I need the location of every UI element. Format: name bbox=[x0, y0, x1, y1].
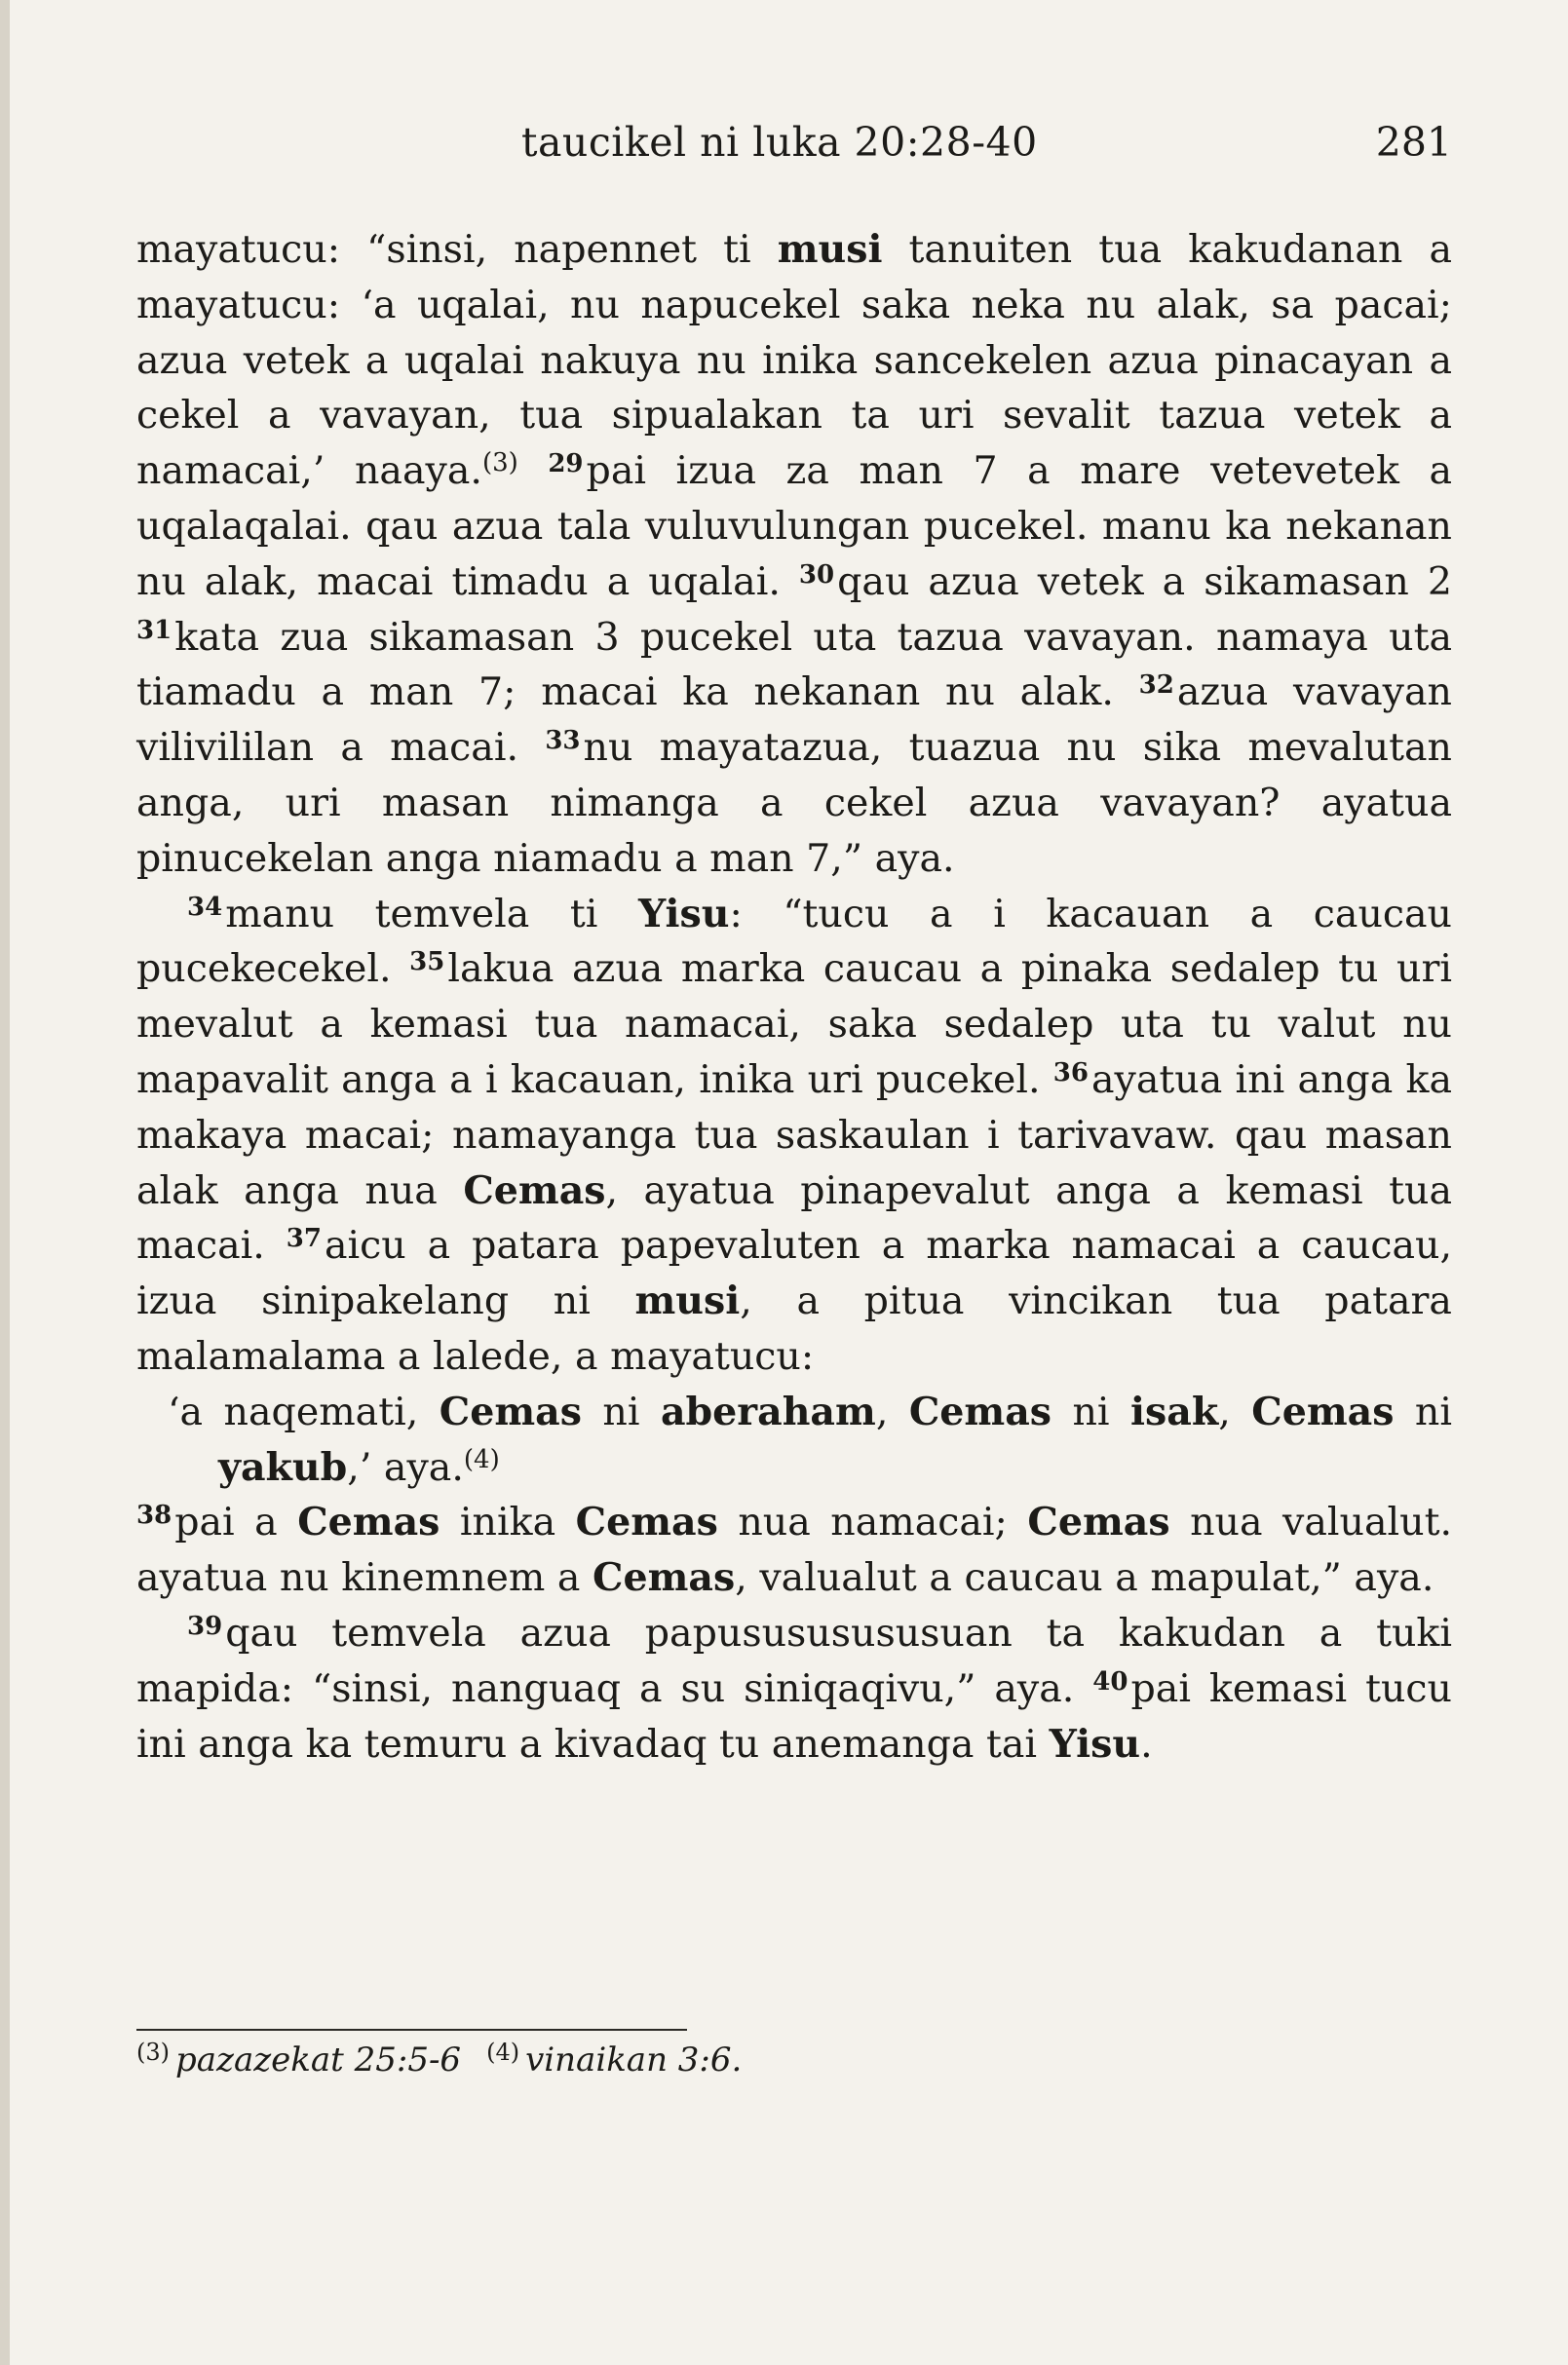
footnotes bbox=[136, 2039, 742, 2079]
footnote-text: vinaikan 3:6. bbox=[525, 2041, 743, 2079]
text-run: lakua azua marka caucau a pinaka sedalep tu uri mevalut a kemasi tua namacai, saka sedalep uta tu valut nu mapavalit anga a i kacauan, inika uri pucekel. bbox=[136, 946, 1452, 1102]
page-number: 281 bbox=[1375, 119, 1452, 166]
text-run: nua valualut. ayatua nu kinemnem a bbox=[136, 1500, 1452, 1601]
verse-number: 32 bbox=[1138, 670, 1174, 701]
bold-term: Cemas bbox=[297, 1500, 440, 1545]
text-run: azua vavayan vilivililan a macai. bbox=[136, 669, 1452, 771]
quotation bbox=[136, 1385, 1452, 1496]
bold-term: musi bbox=[777, 227, 883, 272]
text-run: tanuiten tua kakudanan a mayatucu: ‘a uqalai, nu napucekel saka neka nu alak, sa pacai; azua vetek a uqalai nakuya nu inika sancekelen azua pinacayan a cekel a vavayan, tua sipualakan ta uri sevalit tazua vetek a namacai,’ naaya. bbox=[136, 227, 1452, 494]
verse-number: 38 bbox=[136, 1501, 172, 1531]
paragraph bbox=[136, 222, 1452, 887]
verse-number: 40 bbox=[1092, 1666, 1128, 1697]
text-run: ,’ aya. bbox=[347, 1444, 464, 1490]
footnote-rule bbox=[136, 2029, 687, 2031]
text-run: pai a bbox=[174, 1500, 298, 1545]
verse-number: 35 bbox=[409, 947, 445, 977]
text-run: qau azua vetek a sikamasan 2 bbox=[837, 558, 1452, 604]
text-run: , bbox=[875, 1389, 909, 1434]
bold-term: aberaham bbox=[660, 1389, 876, 1434]
bold-term: yakub bbox=[218, 1444, 348, 1490]
text-run: ni bbox=[581, 1389, 661, 1434]
footnote-reference: (4) bbox=[463, 1444, 500, 1474]
bold-term: isak bbox=[1130, 1389, 1219, 1434]
paragraph bbox=[136, 887, 1452, 1385]
bold-term: Cemas bbox=[1027, 1500, 1170, 1545]
footnote-mark: (4) bbox=[486, 2039, 520, 2066]
text-run: , ayatua pinapevalut anga a kemasi tua macai. bbox=[136, 1167, 1452, 1269]
text-run: mayatucu: “sinsi, napennet ti bbox=[136, 227, 778, 272]
text-run: : “tucu a i kacauan a caucau pucekecekel. bbox=[136, 891, 1452, 992]
text-run: , valualut a caucau a mapulat,” aya. bbox=[735, 1555, 1434, 1601]
text-run: qau temvela azua papusususususuan ta kakudan a tuki mapida: “sinsi, nanguaq a su siniqaqivu,” aya. bbox=[136, 1610, 1452, 1711]
verse-number: 34 bbox=[187, 892, 223, 922]
bold-term: Cemas bbox=[908, 1389, 1052, 1434]
text-run: aicu a patara papevaluten a marka namacai a caucau, izua sinipakelang ni bbox=[136, 1223, 1453, 1324]
text-run: ayatua ini anga ka makaya macai; namayanga tua saskaulan i tarivavaw. qau masan alak anga nua bbox=[136, 1056, 1452, 1213]
verse-number: 36 bbox=[1052, 1057, 1089, 1087]
verse-number: 39 bbox=[187, 1611, 223, 1641]
footnote bbox=[136, 2041, 461, 2079]
body-text bbox=[136, 222, 1452, 1772]
bold-term: Cemas bbox=[463, 1167, 606, 1213]
verse-number: 30 bbox=[798, 559, 835, 590]
verse-number: 33 bbox=[545, 726, 581, 756]
text-run: ‘a naqemati, bbox=[168, 1389, 440, 1434]
running-title: taucikel ni luka 20:28-40 bbox=[521, 119, 1038, 166]
text-run: inika bbox=[440, 1500, 576, 1545]
paragraph bbox=[136, 1606, 1452, 1772]
text-run bbox=[518, 448, 549, 493]
text-run: , a pitua vincikan tua patara malamalama a lalede, a mayatucu: bbox=[136, 1278, 1452, 1379]
verse-number: 31 bbox=[136, 615, 172, 645]
footnote-reference: (3) bbox=[481, 448, 518, 478]
verse-number: 37 bbox=[286, 1224, 322, 1254]
text-run: , bbox=[1218, 1389, 1252, 1434]
bold-term: Cemas bbox=[439, 1389, 582, 1434]
footnote bbox=[486, 2041, 742, 2079]
text-run: nu mayatazua, tuazua nu sika mevalutan anga, uri masan nimanga a cekel azua vavayan? ayatua pinucekelan anga niamadu a man 7,” aya. bbox=[136, 725, 1452, 881]
text-run: . bbox=[1140, 1721, 1153, 1767]
footnote-text: pazazekat 25:5-6 bbox=[175, 2041, 462, 2079]
footnote-mark: (3) bbox=[136, 2039, 170, 2066]
page-edge bbox=[0, 0, 10, 2365]
paragraph bbox=[136, 1495, 1452, 1606]
text-run: kata zua sikamasan 3 pucekel uta tazua vavayan. namaya uta tiamadu a man 7; macai ka nekanan nu alak. bbox=[136, 614, 1452, 715]
bold-term: musi bbox=[634, 1278, 741, 1324]
bold-term: Yisu bbox=[637, 891, 730, 936]
text-run: pai izua za man 7 a mare vetevetek a uqalaqalai. qau azua tala vuluvulungan pucekel. manu ka nekanan nu alak, macai timadu a uqalai. bbox=[136, 448, 1452, 604]
verse-number: 29 bbox=[548, 449, 584, 479]
running-header bbox=[136, 119, 1452, 177]
text-run: manu temvela ti bbox=[225, 891, 638, 936]
text-run: ni bbox=[1394, 1389, 1452, 1434]
text-run: pai kemasi tucu ini anga ka temuru a kivadaq tu anemanga tai bbox=[136, 1665, 1452, 1767]
bold-term: Cemas bbox=[575, 1500, 718, 1545]
bold-term: Cemas bbox=[1251, 1389, 1395, 1434]
text-run: ni bbox=[1052, 1389, 1131, 1434]
bold-term: Yisu bbox=[1049, 1721, 1141, 1767]
bold-term: Cemas bbox=[593, 1555, 736, 1601]
text-run: nua namacai; bbox=[717, 1500, 1028, 1545]
